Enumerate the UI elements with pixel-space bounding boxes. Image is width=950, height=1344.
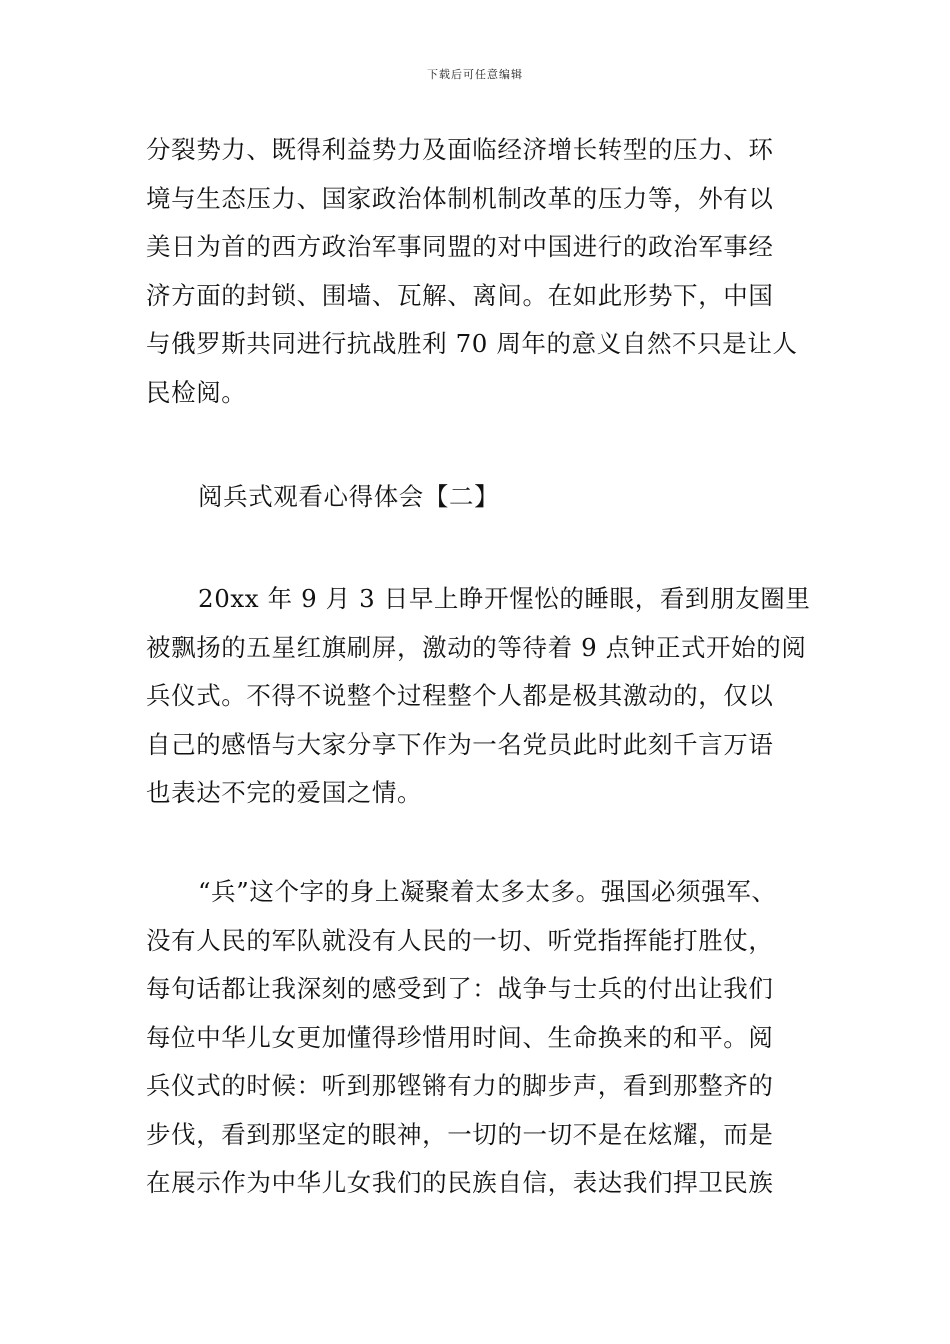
paragraph-line: 与俄罗斯共同进行抗战胜利 70 周年的意义自然不只是让人 — [146, 329, 798, 358]
paragraph-line: 民检阅。 — [146, 377, 247, 407]
section-heading — [146, 473, 808, 522]
paragraph-line: “兵”这个字的身上凝聚着太多太多。强国必须强军、 — [198, 877, 777, 906]
paragraph-line: 济方面的封锁、围墙、瓦解、离间。在如此形势下，中国 — [146, 280, 774, 310]
paragraph-line: 美日为首的西方政治军事同盟的对中国进行的政治军事经 — [146, 232, 774, 261]
header-note: 下载后可任意编辑 — [427, 68, 523, 81]
paragraph-line: 步伐，看到那坚定的眼神，一切的一切不是在炫耀，而是 — [146, 1119, 774, 1149]
paragraph-line: 没有人民的军队就没有人民的一切、听党指挥能打胜仗， — [146, 925, 774, 955]
paragraph-line: 兵仪式。不得不说整个过程整个人都是极其激动的，仅以 — [146, 681, 774, 710]
paragraph-line: 自己的感悟与大家分享下作为一名党员此时此刻千言万语 — [146, 729, 774, 759]
section-heading-text: 阅兵式观看心得体会【二】 — [198, 482, 500, 511]
paragraph-line: 每位中华儿女更加懂得珍惜用时间、生命换来的和平。阅 — [146, 1022, 774, 1052]
paragraph-line: 分裂势力、既得利益势力及面临经济增长转型的压力、环 — [146, 135, 774, 164]
paragraph-1 — [146, 126, 808, 417]
paragraph-2 — [146, 575, 811, 818]
paragraph-line: 被飘扬的五星红旗刷屏，激动的等待着 9 点钟正式开始的阅 — [146, 632, 807, 662]
paragraph-line: 境与生态压力、国家政治体制机制改革的压力等，外有以 — [146, 183, 774, 213]
paragraph-3 — [146, 868, 808, 1208]
paragraph-line: 也表达不完的爱国之情。 — [146, 778, 423, 807]
paragraph-line: 每句话都让我深刻的感受到了：战争与士兵的付出让我们 — [146, 974, 774, 1003]
paragraph-line: 在展示作为中华儿女我们的民族自信，表达我们捍卫民族 — [146, 1168, 774, 1197]
paragraph-line: 兵仪式的时候：听到那铿锵有力的脚步声，看到那整齐的 — [146, 1071, 774, 1100]
paragraph-line: 20xx 年 9 月 3 日早上睁开惺忪的睡眼，看到朋友圈里 — [198, 584, 811, 613]
